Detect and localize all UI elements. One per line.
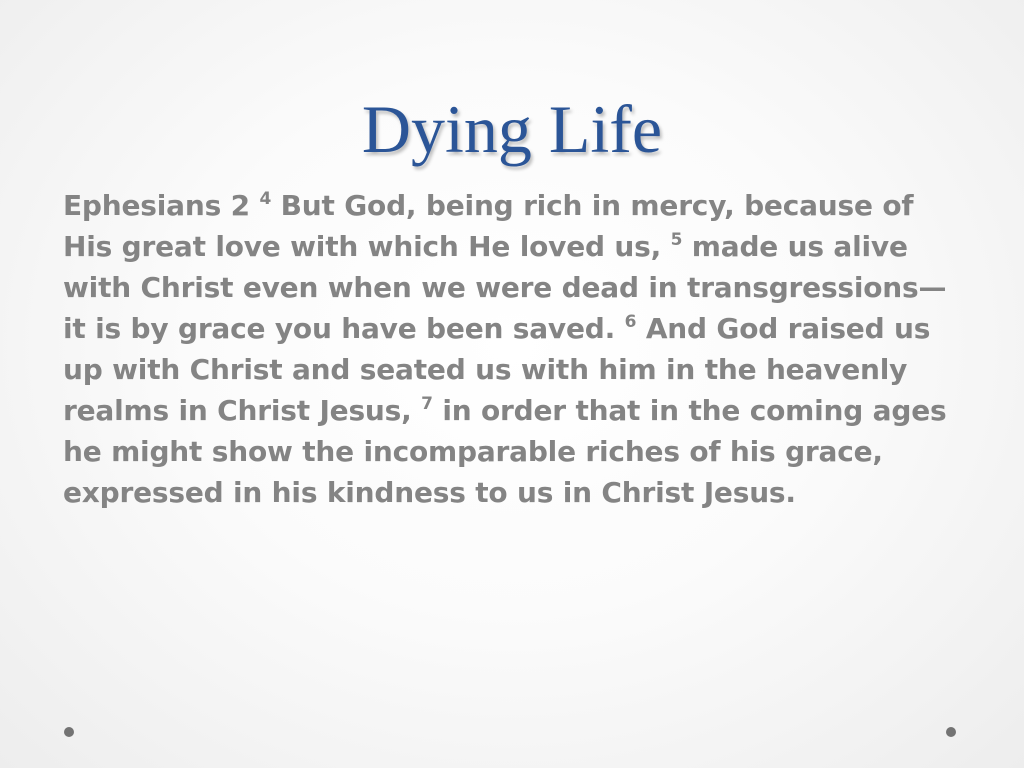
- verse-number: 6: [624, 312, 637, 332]
- scripture-reference: Ephesians 2: [63, 189, 250, 222]
- decorative-dot-right: [946, 727, 956, 737]
- verse-text: But God, being rich in mercy, because of His great love with which He loved us,: [63, 189, 914, 263]
- verse-text: in order that in the coming ages he might show the incomparable riches of his grace, expressed in his kindness to us in Christ Jesus.: [63, 394, 947, 509]
- slide-title: Dying Life: [361, 91, 663, 167]
- verse-number: 7: [421, 394, 433, 414]
- scripture-passage: [63, 185, 968, 513]
- verse-text: made us alive with Christ even when we were dead in transgressions—it is by grace you have been saved.: [63, 230, 947, 345]
- verse-number: 5: [670, 230, 683, 250]
- verse-text: And God raised us up with Christ and seated us with him in the heavenly realms in Christ Jesus,: [63, 312, 931, 427]
- decorative-dot-left: [64, 727, 74, 737]
- verse-number: 4: [259, 189, 272, 209]
